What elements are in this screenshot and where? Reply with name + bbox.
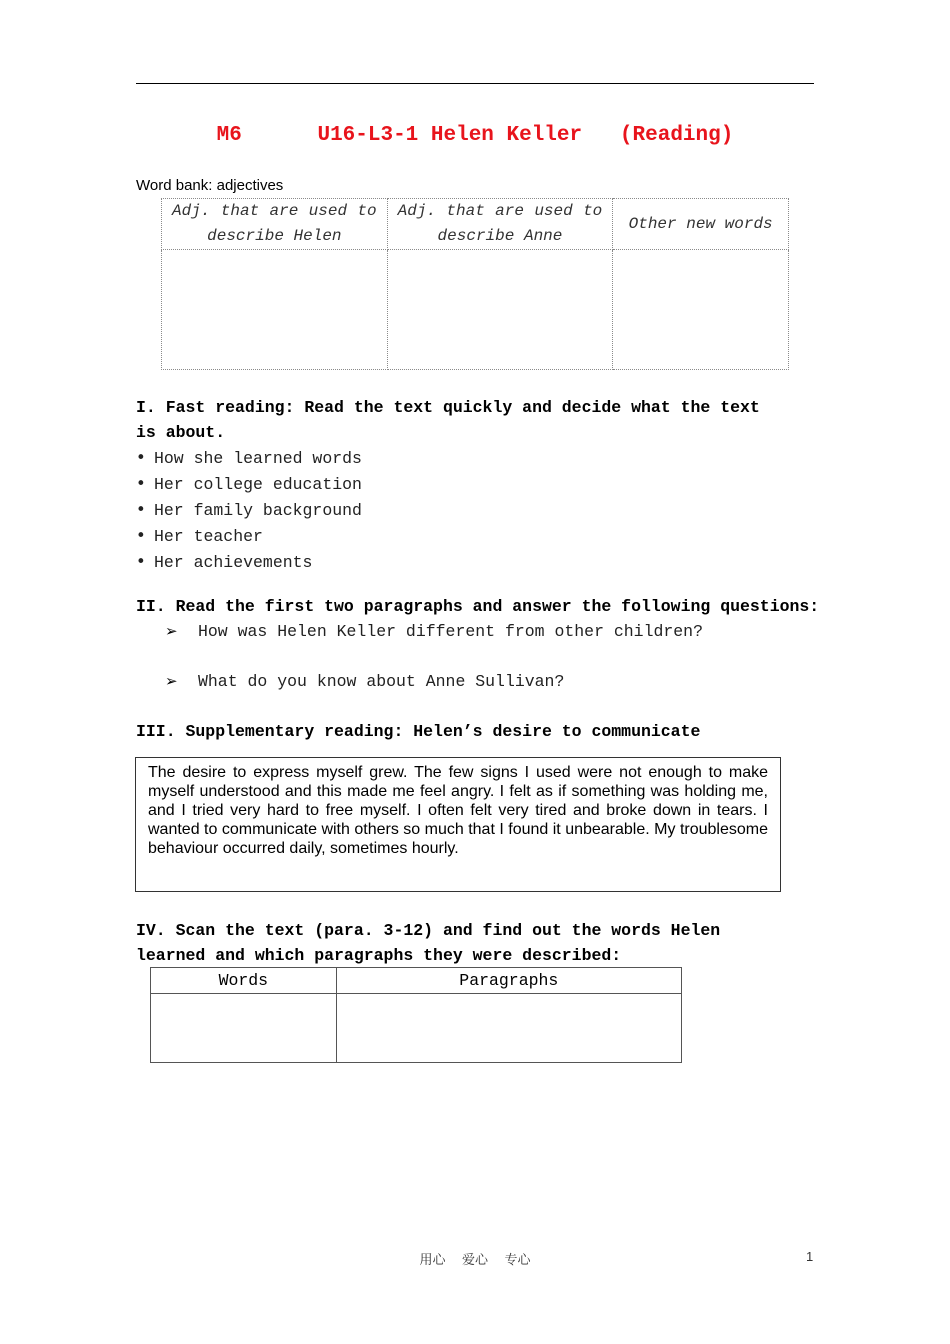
paragraphs-cell[interactable]	[336, 994, 681, 1063]
bullet-icon: •	[136, 552, 146, 571]
word-bank-label: Word bank: adjectives	[136, 177, 284, 194]
footer-motto: 用心 爱心 专心	[419, 1253, 531, 1268]
supplementary-passage-box	[135, 757, 781, 892]
section-2-heading: II. Read the first two paragraphs and answer the following questions:	[136, 597, 820, 616]
bullet-icon: •	[136, 500, 146, 519]
bullet-icon: •	[136, 526, 146, 545]
words-column-header: Words	[151, 968, 337, 994]
list-item[interactable]: • Her family background	[136, 497, 362, 523]
section-1-heading: I. Fast reading: Read the text quickly and decide what the text is about.	[136, 398, 760, 442]
words-paragraphs-table	[150, 967, 682, 1063]
words-cell[interactable]	[151, 994, 337, 1063]
arrow-bullet-icon: ➢	[165, 622, 178, 640]
arrow-bullet-icon: ➢	[165, 672, 178, 690]
section-4-heading: IV. Scan the text (para. 3-12) and find out the words Helen learned and which paragraphs they were described:	[136, 921, 721, 965]
word-bank-header-other: Other new words	[613, 199, 789, 250]
fast-reading-options	[136, 445, 362, 575]
bullet-icon: •	[136, 448, 146, 467]
word-bank-cell-helen[interactable]	[162, 250, 388, 370]
bullet-icon: •	[136, 474, 146, 493]
list-item[interactable]: • Her achievements	[136, 549, 362, 575]
list-item[interactable]: • How she learned words	[136, 445, 362, 471]
word-bank-table	[161, 198, 789, 370]
question-anne-sullivan: ➢ What do you know about Anne Sullivan?	[165, 669, 564, 694]
word-bank-header-anne: Adj. that are used to describe Anne	[387, 199, 613, 250]
list-item[interactable]: • Her college education	[136, 471, 362, 497]
section-3-heading: III. Supplementary reading: Helen’s desire to communicate	[136, 722, 701, 741]
header-rule	[136, 83, 814, 84]
word-bank-cell-anne[interactable]	[387, 250, 613, 370]
list-item[interactable]: • Her teacher	[136, 523, 362, 549]
page-number: 1	[806, 1249, 814, 1264]
question-helen-different: ➢ How was Helen Keller different from other children?	[165, 619, 703, 644]
word-bank-header-helen: Adj. that are used to describe Helen	[162, 199, 388, 250]
paragraphs-column-header: Paragraphs	[336, 968, 681, 994]
word-bank-cell-other[interactable]	[613, 250, 789, 370]
supplementary-passage: The desire to express myself grew. The few signs I used were not enough to make myself understood and this made me feel angry. I felt as if something was holding me, and I tried very hard to free myself. I often felt very tired and broke down in tears. I wanted to communicate with others so much that I found it unbearable. My troublesome behaviour occurred daily, sometimes hourly.	[148, 764, 768, 857]
page-title: M6 U16-L3-1 Helen Keller (Reading)	[216, 124, 734, 147]
